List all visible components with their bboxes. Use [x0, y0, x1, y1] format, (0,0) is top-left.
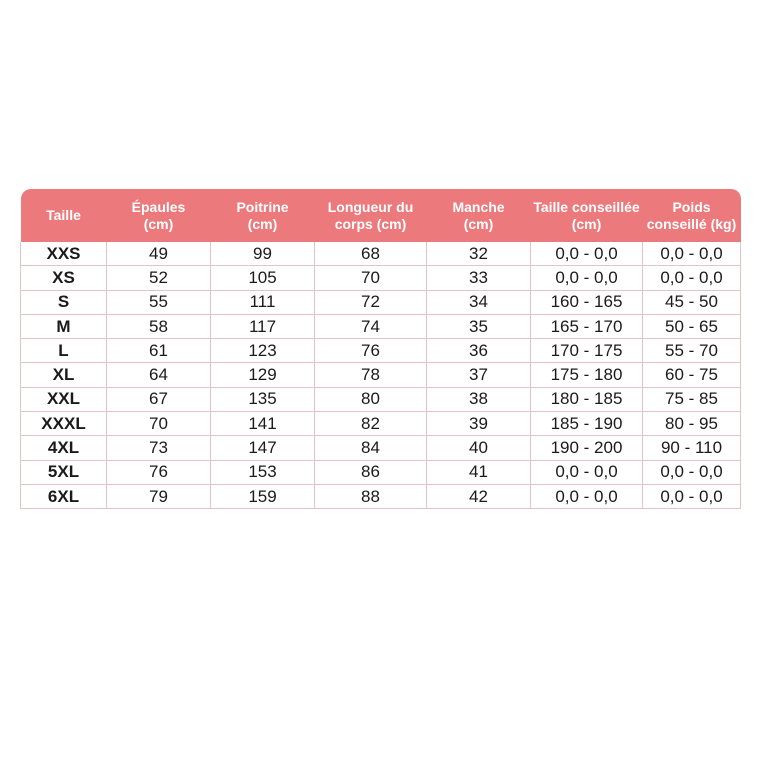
- table-cell: 80: [315, 387, 427, 411]
- table-cell: 159: [211, 484, 315, 508]
- table-cell: 170 - 175: [531, 339, 643, 363]
- header-cell-size: Taille: [21, 189, 107, 242]
- table-cell: 58: [107, 314, 211, 338]
- table-cell: 6XL: [21, 484, 107, 508]
- table-cell: 42: [427, 484, 531, 508]
- table-row: [21, 387, 741, 411]
- table-cell: 60 - 75: [643, 363, 741, 387]
- header-cell-chest: Poitrine (cm): [211, 189, 315, 242]
- table-cell: 90 - 110: [643, 436, 741, 460]
- table-cell: 50 - 65: [643, 314, 741, 338]
- table-cell: XXL: [21, 387, 107, 411]
- table-row: [21, 436, 741, 460]
- table-cell: 105: [211, 266, 315, 290]
- table-cell: 88: [315, 484, 427, 508]
- table-cell: 0,0 - 0,0: [531, 242, 643, 266]
- table-cell: M: [21, 314, 107, 338]
- size-chart-body: [21, 242, 741, 509]
- header-cell-shoulders: Épaules (cm): [107, 189, 211, 242]
- table-cell: 67: [107, 387, 211, 411]
- table-cell: 76: [315, 339, 427, 363]
- table-cell: 55: [107, 290, 211, 314]
- table-cell: 75 - 85: [643, 387, 741, 411]
- table-cell: 76: [107, 460, 211, 484]
- table-cell: 79: [107, 484, 211, 508]
- table-cell: 41: [427, 460, 531, 484]
- table-cell: 160 - 165: [531, 290, 643, 314]
- table-cell: 135: [211, 387, 315, 411]
- table-cell: 78: [315, 363, 427, 387]
- table-cell: 165 - 170: [531, 314, 643, 338]
- table-cell: XL: [21, 363, 107, 387]
- table-cell: 190 - 200: [531, 436, 643, 460]
- table-row: [21, 242, 741, 266]
- table-row: [21, 314, 741, 338]
- table-cell: 4XL: [21, 436, 107, 460]
- table-cell: 129: [211, 363, 315, 387]
- table-cell: 32: [427, 242, 531, 266]
- size-chart-header: [21, 189, 741, 242]
- table-cell: 36: [427, 339, 531, 363]
- table-cell: 49: [107, 242, 211, 266]
- table-cell: 39: [427, 412, 531, 436]
- table-cell: 40: [427, 436, 531, 460]
- table-cell: 5XL: [21, 460, 107, 484]
- table-row: [21, 290, 741, 314]
- table-cell: 68: [315, 242, 427, 266]
- table-cell: 45 - 50: [643, 290, 741, 314]
- table-cell: 111: [211, 290, 315, 314]
- table-cell: 117: [211, 314, 315, 338]
- table-cell: 80 - 95: [643, 412, 741, 436]
- table-cell: 70: [107, 412, 211, 436]
- table-cell: 84: [315, 436, 427, 460]
- table-cell: 34: [427, 290, 531, 314]
- table-row: [21, 412, 741, 436]
- table-cell: XS: [21, 266, 107, 290]
- table-cell: 0,0 - 0,0: [531, 266, 643, 290]
- header-cell-sleeve: Manche (cm): [427, 189, 531, 242]
- table-cell: 70: [315, 266, 427, 290]
- table-cell: 38: [427, 387, 531, 411]
- table-cell: 0,0 - 0,0: [643, 484, 741, 508]
- table-cell: 0,0 - 0,0: [643, 460, 741, 484]
- header-cell-recommended-height: Taille conseillée (cm): [531, 189, 643, 242]
- table-cell: 185 - 190: [531, 412, 643, 436]
- table-cell: 141: [211, 412, 315, 436]
- table-cell: 0,0 - 0,0: [531, 484, 643, 508]
- table-cell: 0,0 - 0,0: [643, 266, 741, 290]
- table-cell: 33: [427, 266, 531, 290]
- table-cell: 61: [107, 339, 211, 363]
- table-row: [21, 266, 741, 290]
- size-chart-table: [20, 189, 741, 509]
- table-cell: 175 - 180: [531, 363, 643, 387]
- table-cell: 73: [107, 436, 211, 460]
- table-row: [21, 363, 741, 387]
- table-cell: 74: [315, 314, 427, 338]
- table-cell: 86: [315, 460, 427, 484]
- table-cell: L: [21, 339, 107, 363]
- table-cell: 147: [211, 436, 315, 460]
- header-row: [21, 189, 741, 242]
- table-cell: 64: [107, 363, 211, 387]
- table-cell: XXXL: [21, 412, 107, 436]
- table-row: [21, 339, 741, 363]
- header-cell-recommended-weight: Poids conseillé (kg): [643, 189, 741, 242]
- table-cell: 180 - 185: [531, 387, 643, 411]
- table-row: [21, 484, 741, 508]
- table-cell: 72: [315, 290, 427, 314]
- table-cell: 153: [211, 460, 315, 484]
- table-cell: 55 - 70: [643, 339, 741, 363]
- table-cell: 0,0 - 0,0: [643, 242, 741, 266]
- table-cell: XXS: [21, 242, 107, 266]
- table-cell: 0,0 - 0,0: [531, 460, 643, 484]
- table-cell: 52: [107, 266, 211, 290]
- table-cell: 99: [211, 242, 315, 266]
- table-cell: S: [21, 290, 107, 314]
- table-cell: 35: [427, 314, 531, 338]
- table-cell: 82: [315, 412, 427, 436]
- header-cell-body-length: Longueur du corps (cm): [315, 189, 427, 242]
- table-cell: 37: [427, 363, 531, 387]
- table-cell: 123: [211, 339, 315, 363]
- table-row: [21, 460, 741, 484]
